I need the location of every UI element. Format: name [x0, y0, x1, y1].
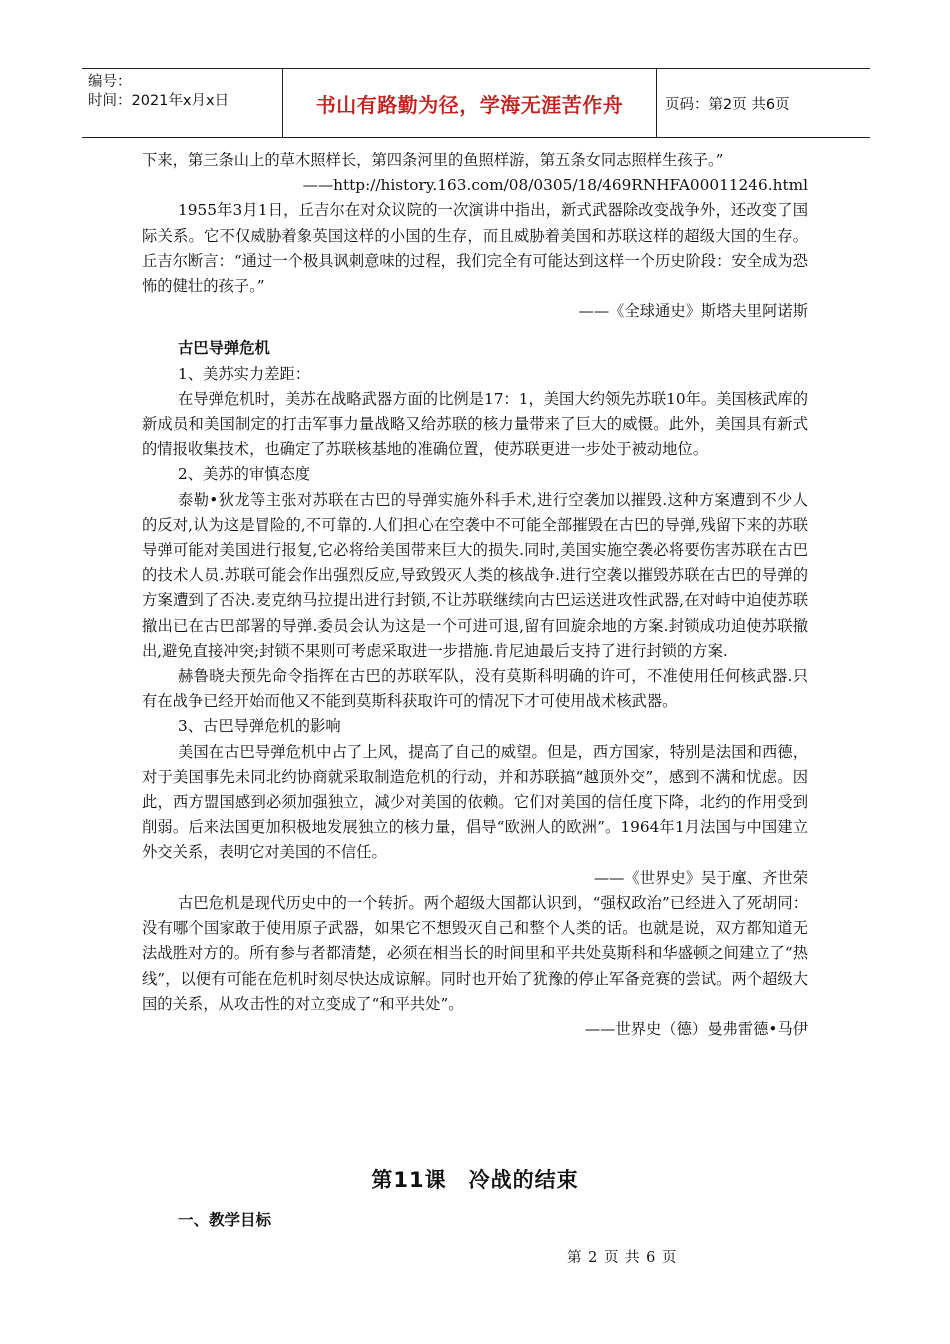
header-page-info: 页码：第2页 共6页 [665, 96, 790, 113]
paragraph-strength-gap: 在导弹危机时，美苏在战略武器方面的比例是17：1，美国大约领先苏联10年。美国核武库的新成员和美国制定的打击军事力量战略又给苏联的核力量带来了巨大的威慑。此外，美国具有新式的情报收集技术，也确定了苏联核基地的准确位置，使苏联更进一步处于被动地位。 [142, 389, 808, 459]
source-citation: ——《全球通史》斯塔夫里阿诺斯 [578, 302, 808, 321]
paragraph-cautious-attitude: 泰勒•狄龙等主张对苏联在古巴的导弹实施外科手术,进行空袭加以摧毁.这种方案遭到不少人的反对,认为这是冒险的,不可靠的.人们担心在空袭中不可能全部摧毁在古巴的导弹,残留下来的苏联导弹可能对美国进行报复,它必将给美国带来巨大的损失.同时,美国实施空袭必将要伤害苏联在古巴的技术人员.苏联可能会作出强烈反应,导致毁灭人类的核战争.进行空袭以摧毁苏联在古巴的导弹的方案遭到了否决.麦克纳马拉提出进行封锁,不让苏联继续向古巴运送进攻性武器,在对峙中迫使苏联撤出已在古巴部署的导弹.委员会认为这是一个可进可退,留有回旋余地的方案.封锁成功迫使苏联撤出,避免直接冲突;封锁不果则可考虑采取进一步措施.肯尼迪最后支持了进行封锁的方案. [142, 490, 808, 660]
lesson-title: 第11课 冷战的结束 [371, 1168, 579, 1192]
header-motto: 书山有路勤为径，学海无涯苦作舟 [282, 69, 657, 137]
number-label: 编号： [88, 74, 132, 90]
paragraph-turning-point: 古巴危机是现代历史中的一个转折。两个超级大国都认识到，“强权政治”已经进入了死胡同：没有哪个国家敢于使用原子武器，如果它不想毁灭自己和整个人类的话。也就是说，双方都知道无法战胜对方的。所有参与者都清楚，必须在相当长的时间里和平共处莫斯科和华盛顿之间建立了“热线”，以便有可能在危机时刻尽快达成谅解。同时也开始了犹豫的停止军备竞赛的尝试。两个超级大国的关系，从攻击性的对立变成了“和平共处”。 [142, 893, 808, 1013]
section-title: 一、教学目标 [178, 1211, 272, 1229]
point-heading-1: 1、美苏实力差距： [178, 364, 311, 383]
point-heading-3: 3、古巴导弹危机的影响 [178, 717, 341, 736]
paragraph-continued: 下来，第三条山上的草木照样长，第四条河里的鱼照样游，第五条女同志照样生孩子。” [142, 151, 724, 169]
paragraph-khrushchev: 赫鲁晓夫预先命令指挥在古巴的苏联军队，没有莫斯科明确的许可，不准使用任何核武器.只有在战争已经开始而他又不能到莫斯科获取许可的情况下才可使用战术核武器。 [142, 667, 808, 711]
header-meta [82, 69, 282, 137]
point-heading-2: 2、美苏的审慎态度 [178, 465, 311, 484]
paragraph-churchill: 1955年3月1日，丘吉尔在对众议院的一次演讲中指出，新式武器除改变战争外，还改变了国际关系。它不仅威胁着象英国这样的小国的生存，而且威胁着美国和苏联这样的超级大国的生存。丘吉尔断言：“通过一个极具讽刺意味的过程，我们完全有可能达到这样一个历史阶段：安全成为恐怖的健壮的孩子。” [142, 201, 808, 296]
document-body [142, 148, 808, 1042]
page-footer: 第 2 页 共 6 页 [567, 1250, 678, 1266]
paragraph-impact: 美国在古巴导弹危机中占了上风，提高了自己的威望。但是，西方国家，特别是法国和西德，对于美国事先未同北约协商就采取制造危机的行动，并和苏联搞“越顶外交”，感到不满和忧虑。因此，西方盟国感到必须加强独立，减少对美国的依赖。它们对美国的信任度下降，北约的作用受到削弱。后来法国更加积极地发展独立的核力量，倡导“欧洲人的欧洲”。1964年1月法国与中国建立外交关系，表明它对美国的不信任。 [142, 742, 808, 862]
time-label: 时间：2021年x月x日 [88, 93, 230, 109]
subheading-cuban-missile-crisis: 古巴导弹危机 [178, 339, 270, 358]
source-link: ——http://history.163.com/08/0305/18/469RNHFA00011246.html [302, 176, 808, 195]
source-citation: ——世界史（德）曼弗雷德•马伊 [584, 1019, 808, 1038]
page-header [82, 68, 870, 138]
source-citation: ——《世界史》吴于廑、齐世荣 [593, 868, 808, 887]
